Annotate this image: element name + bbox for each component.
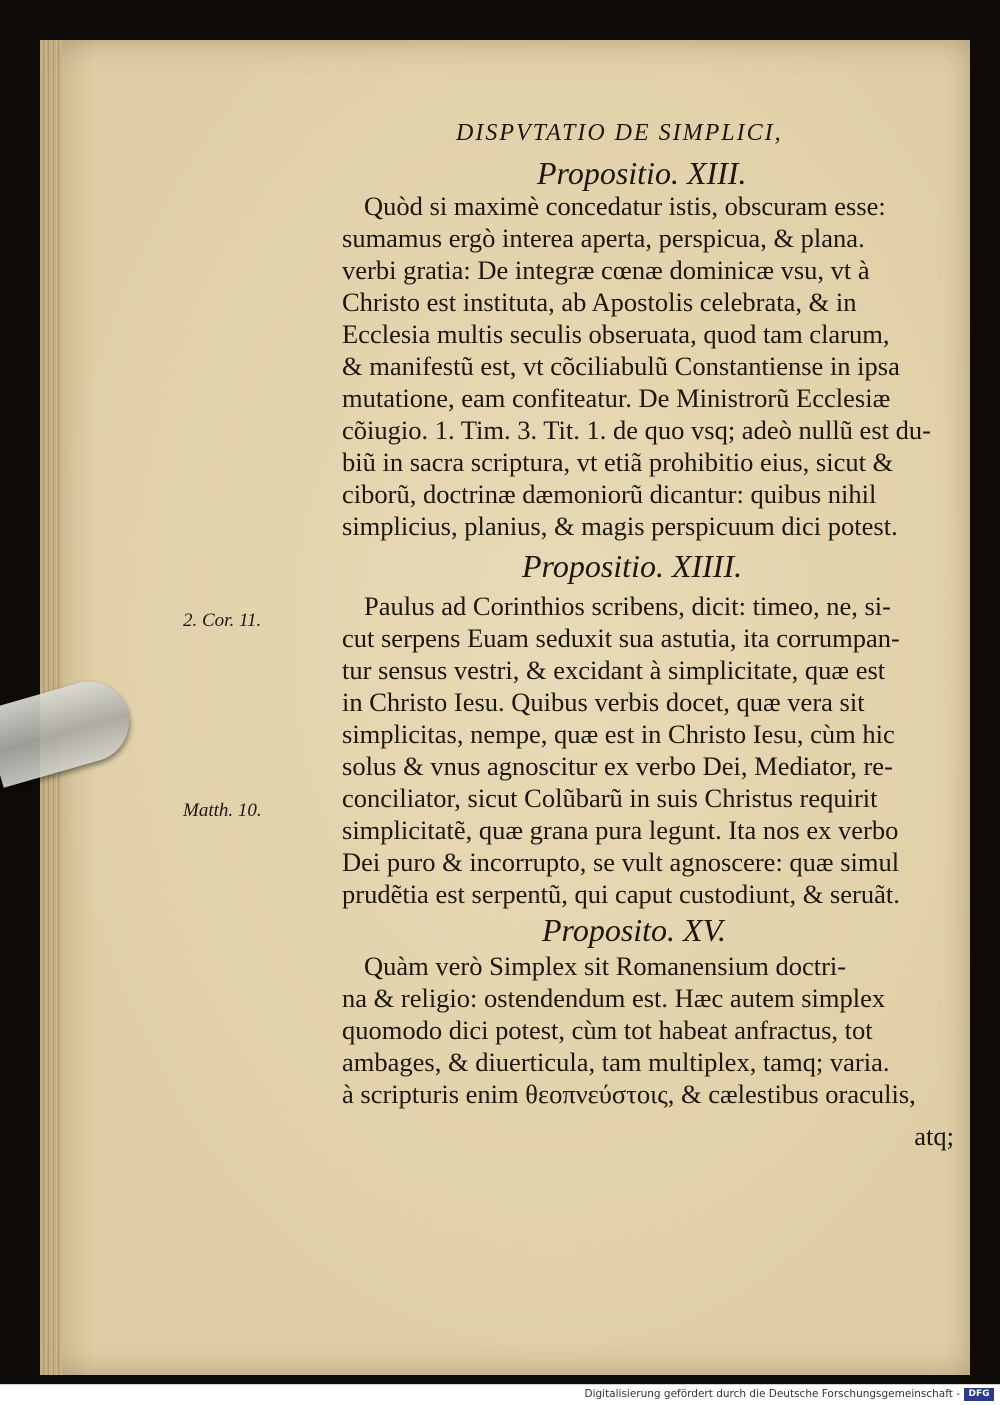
text-line: tur sensus vestri, & excidant à simplicitate, quæ est [342, 655, 886, 685]
text-line: quomodo dici potest, cùm tot habeat anfractus, tot [342, 1015, 873, 1045]
text-line: cõiugio. 1. Tim. 3. Tit. 1. de quo vsq; adeò nullũ est du- [342, 415, 931, 445]
digitization-footer [0, 1384, 1000, 1405]
text-line: solus & vnus agnoscitur ex verbo Dei, Mediator, re- [342, 751, 893, 781]
text-line: Quòd si maximè concedatur istis, obscuram esse: [364, 191, 886, 221]
text-line: verbi gratia: De integræ cœnæ dominicæ vsu, vt à [342, 255, 870, 285]
text-line: mutatione, eam confiteatur. De Ministrorũ Ecclesiæ [342, 383, 891, 413]
heading-propositio-xiii: Propositio. XIII. [537, 155, 747, 191]
text-line: simplicitatẽ, quæ grana pura legunt. Ita nos ex verbo [342, 815, 899, 845]
text-line: ambages, & diuerticula, tam multiplex, tamq; varia. [342, 1047, 890, 1077]
text-line: Dei puro & incorrupto, se vult agnoscere: quæ simul [342, 847, 900, 877]
margin-note-matth: Matth. 10. [183, 800, 262, 821]
heading-proposito-xv: Proposito. XV. [542, 912, 727, 948]
footer-credit: Digitalisierung gefördert durch die Deutsche Forschungsgemeinschaft - [584, 1388, 960, 1400]
text-line: biũ in sacra scriptura, vt etiã prohibitio eius, sicut & [342, 447, 894, 477]
text-line: simplicitas, nempe, quæ est in Christo Iesu, cùm hic [342, 719, 895, 749]
paragraph-xiii [342, 190, 960, 542]
text-line: na & religio: ostendendum est. Hæc autem simplex [342, 983, 886, 1013]
text-line: conciliator, sicut Colũbarũ in suis Christus requirit [342, 783, 878, 813]
text-line: Quàm verò Simplex sit Romanensium doctri- [364, 951, 847, 981]
text-line: prudẽtia est serpentũ, qui caput custodiunt, & seruãt. [342, 879, 900, 909]
text-line: Christo est instituta, ab Apostolis celebrata, & in [342, 287, 857, 317]
text-line: & manifestũ est, vt cõciliabulũ Constantiense in ipsa [342, 351, 900, 381]
text-line: Paulus ad Corinthios scribens, dicit: timeo, ne, si- [364, 591, 891, 621]
catchword: atq; [914, 1121, 954, 1151]
text-line: ciborũ, doctrinæ dæmoniorũ dicantur: quibus nihil [342, 479, 877, 509]
text-line: cut serpens Euam seduxit sua astutia, ita corrumpan- [342, 623, 900, 653]
margin-note-2cor: 2. Cor. 11. [183, 610, 262, 631]
dfg-logo-icon: DFG [964, 1388, 994, 1401]
text-line: Ecclesia multis seculis obseruata, quod tam clarum, [342, 319, 890, 349]
text-line: in Christo Iesu. Quibus verbis docet, quæ vera sit [342, 687, 865, 717]
text-line: à scripturis enim θεοπνεύστοις, & cælestibus oraculis, [342, 1079, 916, 1109]
text-line: sumamus ergò interea aperta, perspicua, & plana. [342, 223, 865, 253]
paragraph-xiiii [342, 590, 960, 910]
running-head: DISPVTATIO DE SIMPLICI, [456, 120, 783, 146]
text-line: simplicius, planius, & magis perspicuum dici potest. [342, 511, 898, 541]
heading-propositio-xiiii: Propositio. XIIII. [522, 548, 743, 584]
paragraph-xv [342, 950, 960, 1110]
